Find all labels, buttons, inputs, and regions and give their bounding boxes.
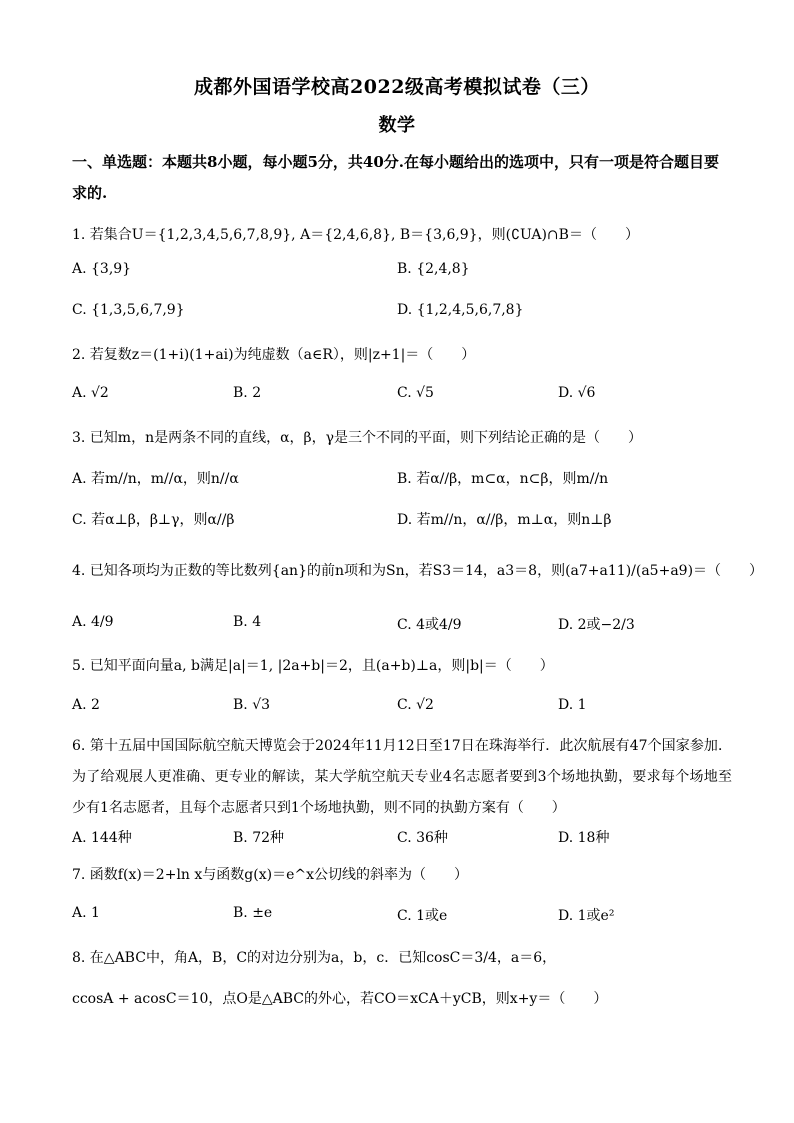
question-1-stem: 1. 若集合U＝{1,2,3,4,5,6,7,8,9}, A＝{2,4,6,8}, B＝{3,6,9}，则(∁UA)∩B＝（ ）: [72, 227, 639, 243]
question-1-option-b: B. {2,4,8}: [397, 261, 470, 277]
question-3-option-b: B. 若α//β，m⊂α，n⊂β，则m//n: [397, 471, 609, 487]
question-2-option-c: C. √5: [397, 385, 434, 401]
question-6-option-a: A. 144种: [72, 830, 132, 846]
question-4-option-b: B. 4: [233, 614, 262, 630]
question-3-stem: 3. 已知m，n是两条不同的直线，α，β，γ是三个不同的平面，则下列结论正确的是（ ）: [72, 430, 643, 446]
question-7-option-a: A. 1: [72, 905, 100, 921]
question-4-option-d: D. 2或−2/3: [558, 617, 635, 633]
question-6-stem: 6. 第十五届中国国际航空航天博览会于2024年11月12日至17日在珠海举行．此次航展有47个国家参加．为了给观展人更准确、更专业的解读，某大学航空航天专业4名志愿者要到3个场地执勤，要求每个场地至少有1名志愿者，且每个志愿者只到1个场地执勤，则不同的执勤方案有（ ）: [72, 738, 732, 816]
question-6-option-b: B. 72种: [233, 830, 285, 846]
question-6-option-d: D. 18种: [558, 830, 610, 846]
question-8-stem: 8. 在△ABC中，角A，B，C的对边分别为a，b，c．已知cosC＝3/4，a＝6，: [72, 950, 557, 966]
question-5-option-c: C. √2: [397, 697, 434, 713]
question-5-stem: 5. 已知平面向量a, b满足|a|＝1, |2a+b|＝2，且(a+b)⊥a，则|b|＝（ ）: [72, 658, 554, 674]
question-7-option-b: B. ±e: [233, 905, 273, 921]
question-7-stem: 7. 函数f(x)＝2+ln x与函数g(x)＝e^x公切线的斜率为（ ）: [72, 867, 468, 883]
question-3-option-c: C. 若α⊥β，β⊥γ，则α//β: [72, 512, 235, 528]
question-6-option-c: C. 36种: [397, 830, 448, 846]
question-4-option-c: C. 4或4/9: [397, 617, 462, 633]
question-4-stem: 4. 已知各项均为正数的等比数列{an}的前n项和为Sn，若S3＝14，a3＝8，则(a7+a11)/(a5+a9)＝（ ）: [72, 563, 764, 579]
question-7-option-d: D. 1或e²: [558, 908, 615, 924]
question-2-option-d: D. √6: [558, 385, 596, 401]
subject-title: 数学: [378, 115, 416, 136]
question-5-option-b: B. √3: [233, 697, 271, 713]
question-5-option-d: D. 1: [558, 697, 587, 713]
question-3-option-a: A. 若m//n，m//α，则n//α: [72, 471, 239, 487]
question-4-option-a: A. 4/9: [72, 614, 114, 630]
question-2-option-b: B. 2: [233, 385, 262, 401]
question-1-option-c: C. {1,3,5,6,7,9}: [72, 302, 185, 318]
question-2-stem: 2. 若复数z＝(1+i)(1+ai)为纯虚数（a∈R），则|z+1|＝（ ）: [72, 347, 476, 363]
question-8-stem-line2: ccosA + acosC＝10，点O是△ABC的外心，若CO＝xCA＋yCB，则x+y＝（ ）: [72, 991, 608, 1007]
question-5-option-a: A. 2: [72, 697, 100, 713]
exam-title: 成都外国语学校高2022级高考模拟试卷（三）: [194, 76, 600, 98]
question-1-option-d: D. {1,2,4,5,6,7,8}: [397, 302, 524, 318]
question-3-option-d: D. 若m//n，α//β，m⊥α，则n⊥β: [397, 512, 612, 528]
question-7-option-c: C. 1或e: [397, 908, 448, 924]
question-1-option-a: A. {3,9}: [72, 261, 132, 277]
question-2-option-a: A. √2: [72, 385, 109, 401]
section-heading: 一、单选题：本题共8小题，每小题5分，共40分.在每小题给出的选项中，只有一项是符合题目要求的.: [72, 153, 719, 202]
